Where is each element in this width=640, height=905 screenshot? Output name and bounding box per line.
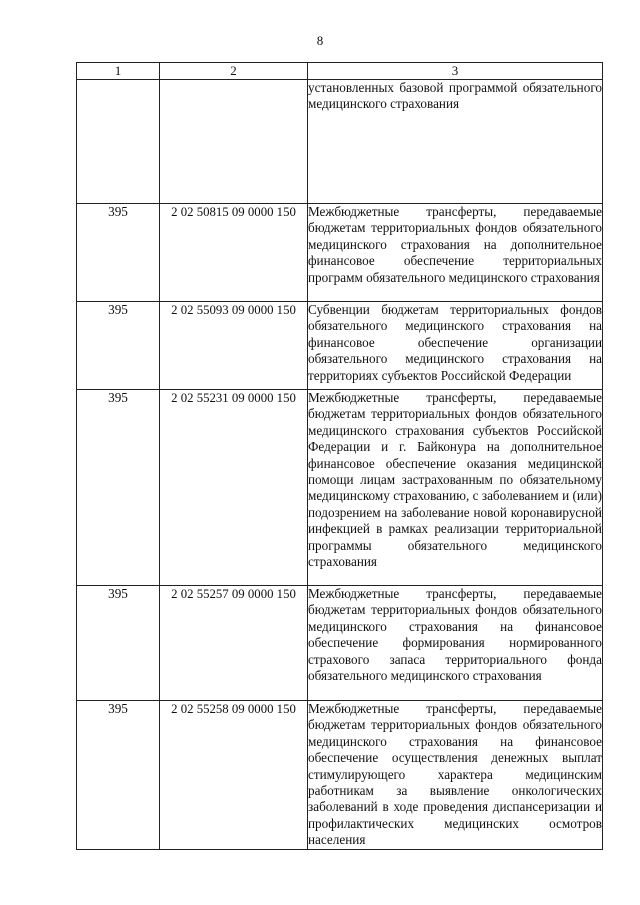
admin-code-cell [77, 80, 160, 204]
revenue-name-cell: Межбюджетные трансферты, передаваемые бюджетам территориальных фондов обязательного медицинского страхования на финансовое обеспечение формирования нормированного страхового запаса территориального фонда обязательного медицинского страхования [308, 586, 603, 701]
table-row [77, 80, 603, 204]
revenue-code-cell: 2 02 55231 09 0000 150 [160, 390, 308, 586]
header-col-2: 2 [160, 63, 308, 80]
table-row [77, 204, 603, 302]
revenue-name-cell: Межбюджетные трансферты, передаваемые бюджетам территориальных фондов обязательного медицинского страхования субъектов Российской Федерации и г. Байконура на дополнительное финансовое обеспечение оказания медицинской помощи лицам застрахованным по обязательному медицинскому страхованию, с заболеванием и (или) подозрением на заболевание новой коронавирусной инфекцией в рамках реализации территориальной программы обязательного медицинского страхования [308, 390, 603, 586]
revenue-code-cell: 2 02 55093 09 0000 150 [160, 302, 308, 390]
revenue-code-cell [160, 80, 308, 204]
admin-code-cell: 395 [77, 390, 160, 586]
admin-code-cell: 395 [77, 204, 160, 302]
table-row [77, 586, 603, 701]
header-col-3: 3 [308, 63, 603, 80]
header-col-1: 1 [77, 63, 160, 80]
revenue-name-cell: Межбюджетные трансферты, передаваемые бюджетам территориальных фондов обязательного медицинского страхования на финансовое обеспечение осуществления денежных выплат стимулирующего характера медицинским работникам за выявление онкологических заболеваний в ходе проведения диспансеризации и профилактических медицинских осмотров населения [308, 701, 602, 848]
revenue-name-cell: Субвенции бюджетам территориальных фондов обязательного медицинского страхования на финансовое обеспечение организации обязательного медицинского страхования на территориях субъектов Российской Федерации [308, 302, 603, 390]
admin-code-cell: 395 [77, 302, 160, 390]
revenue-name-cell: установленных базовой программой обязательного медицинского страхования [308, 80, 603, 204]
revenue-code-cell: 2 02 50815 09 0000 150 [160, 204, 308, 302]
admin-code-cell: 395 [77, 701, 160, 850]
table-header-row [77, 63, 603, 80]
budget-revenue-table [76, 62, 603, 850]
page-number: 8 [316, 33, 324, 48]
table-row [77, 302, 603, 390]
revenue-code-cell: 2 02 55257 09 0000 150 [160, 586, 308, 701]
table-row [77, 390, 603, 586]
revenue-name-cell: Межбюджетные трансферты, передаваемые бюджетам территориальных фондов обязательного медицинского страхования на дополнительное финансовое обеспечение территориальных программ обязательного медицинского страхования [308, 204, 603, 302]
table-row [77, 701, 603, 850]
admin-code-cell: 395 [77, 586, 160, 701]
revenue-code-cell: 2 02 55258 09 0000 150 [160, 701, 308, 850]
